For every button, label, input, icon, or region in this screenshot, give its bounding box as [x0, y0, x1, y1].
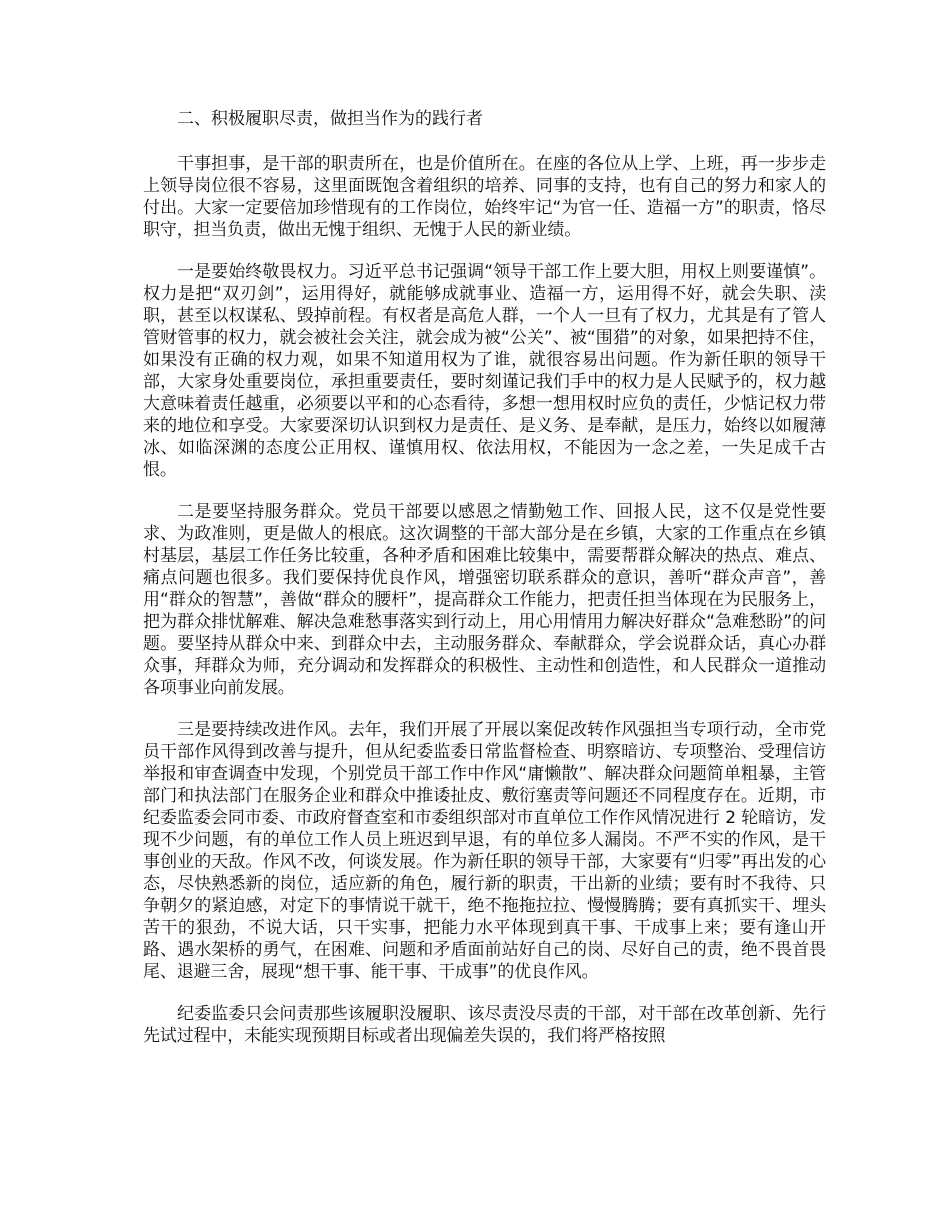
paragraph-duty-intro: 干事担事，是干部的职责所在，也是价值所在。在座的各位从上学、上班，再一步步走上领导岗位很不容易，这里面既饱含着组织的培养、同事的支持，也有自己的努力和家人的付出。大家一定要倍加珍惜现有的工作岗位，始终牢记“为官一任、造福一方”的职责，恪尽职守，担当负责，做出无愧于组织、无愧于人民的新业绩。: [143, 154, 826, 240]
section-heading: 二、积极履职尽责，做担当作为的践行者: [177, 109, 483, 129]
document-page: [143, 108, 826, 1067]
paragraph-improve-style: 三是要持续改进作风。去年，我们开展了开展以案促改转作风强担当专项行动，全市党员干部作风得到改善与提升，但从纪委监委日常监督检查、明察暗访、专项整治、受理信访举报和审查调查中发现，个别党员干部工作中作风“庸懒散”、解决群众问题简单粗暴，主管部门和执法部门在服务企业和群众中推诿扯皮、敷衍塞责等问题还不同程度存在。近期，市纪委监委会同市委、市政府督查室和市委组织部对市直单位工作作风情况进行 2 轮暗访，发现不少问题，有的单位工作人员上班迟到早退，有的单位多人漏岗。不严不实的作风，是干事创业的天敌。作风不改，何谈发展。作为新任职的领导干部，大家要有“归零”再出发的心态，尽快熟悉新的岗位，适应新的角色，履行新的职责，干出新的业绩；要有时不我待、只争朝夕的紧迫感，对定下的事情说干就干，绝不拖拖拉拉、慢慢腾腾；要有真抓实干、埋头苦干的狠劲，不说大话，只干实事，把能力水平体现到真干事、干成事上来；要有逢山开路、遇水架桥的勇气，在困难、问题和矛盾面前站好自己的岗、尽好自己的责，绝不畏首畏尾、退避三舍，展现“想干事、能干事、干成事”的优良作风。: [143, 720, 826, 982]
paragraph-accountability: 纪委监委只会问责那些该履职没履职、该尽责没尽责的干部，对干部在改革创新、先行先试过程中，未能实现预期目标或者出现偏差失误的，我们将严格按照: [143, 1004, 826, 1046]
paragraph-respect-power: 一是要始终敬畏权力。习近平总书记强调“领导干部工作上要大胆，用权上则要谨慎”。权力是把“双刃剑”，运用得好，就能够成就事业、造福一方，运用得不好，就会失职、渎职，甚至以权谋私、毁掉前程。有权者是高危人群，一个人一旦有了权力，尤其是有了管人管财管事的权力，就会被社会关注，就会成为被“公关”、被“围猎”的对象，如果把持不住，如果没有正确的权力观，如果不知道用权为了谁，就很容易出问题。作为新任职的领导干部，大家身处重要岗位，承担重要责任，要时刻谨记我们手中的权力是人民赋予的，权力越大意味着责任越重，必须要以平和的心态看待，多想一想用权时应负的责任，少惦记权力带来的地位和享受。大家要深切认识到权力是责任、是义务、是奉献，是压力，始终以如履薄冰、如临深渊的态度公正用权、谨慎用权、依法用权，不能因为一念之差，一失足成千古恨。: [143, 262, 826, 480]
paragraph-serve-masses: 二是要坚持服务群众。党员干部要以感恩之情勤勉工作、回报人民，这不仅是党性要求、为政准则，更是做人的根底。这次调整的干部大部分是在乡镇，大家的工作重点在乡镇村基层，基层工作任务比较重，各种矛盾和困难比较集中，需要帮群众解决的热点、难点、痛点问题也很多。我们要保持优良作风，增强密切联系群众的意识，善听“群众声音”，善用“群众的智慧”，善做“群众的腰杆”，提高群众工作能力，把责任担当体现在为民服务上，把为群众排忧解难、解决急难愁事落实到行动上，用心用情用力解决好群众“急难愁盼”的问题。要坚持从群众中来、到群众中去，主动服务群众、奉献群众，学会说群众话，真心办群众事，拜群众为师，充分调动和发挥群众的积极性、主动性和创造性，和人民群众一道推动各项事业向前发展。: [143, 502, 826, 698]
